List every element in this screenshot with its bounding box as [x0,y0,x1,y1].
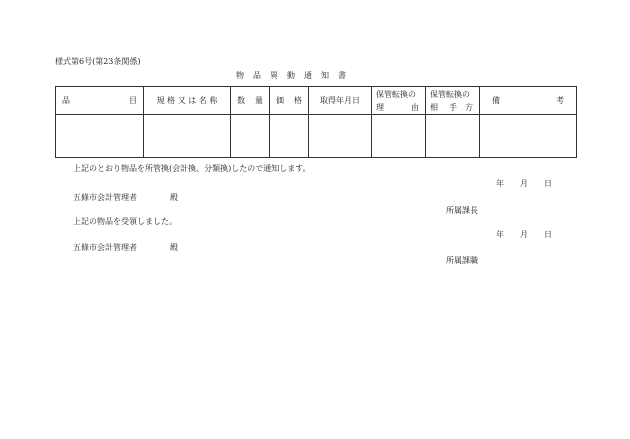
cell-transfer-reason[interactable] [372,115,426,158]
recipient-2: 五條市会計管理者 [73,243,137,252]
header-quantity: 数 量 [231,87,270,115]
notice-text: 上記のとおり物品を所管換(会計換、分類換)したので通知します。 [73,164,311,173]
form-label: 様式第6号(第23条関係) [55,57,141,66]
table-header-row [56,87,577,115]
receipt-text: 上記の物品を受領しました。 [73,217,177,226]
cell-spec[interactable] [144,115,231,158]
goods-table [55,86,577,158]
cell-transfer-partner[interactable] [426,115,480,158]
header-spec: 規 格 又 は 名 称 [144,87,231,115]
honorific-1: 殿 [170,193,178,202]
cell-acquired-date[interactable] [309,115,372,158]
cell-remarks[interactable] [480,115,577,158]
honorific-2: 殿 [170,243,178,252]
notice-date: 年 月 日 [496,179,552,188]
header-transfer-partner: 保管転換の 相 手 方 [426,87,480,115]
table-row [56,115,577,158]
recipient-1: 五條市会計管理者 [73,193,137,202]
sender-2: 所属課職 [446,256,478,265]
cell-price[interactable] [270,115,309,158]
header-acquired-date: 取得年月日 [309,87,372,115]
cell-quantity[interactable] [231,115,270,158]
header-price: 価 格 [270,87,309,115]
sender-1: 所属課長 [446,206,478,215]
receipt-date: 年 月 日 [496,230,552,239]
header-item: 品 目 [56,87,144,115]
header-remarks: 備 考 [480,87,577,115]
page-title: 物 品 異 動 通 知 書 [236,71,347,80]
header-transfer-reason: 保管転換の 理 由 [372,87,426,115]
cell-item[interactable] [56,115,144,158]
